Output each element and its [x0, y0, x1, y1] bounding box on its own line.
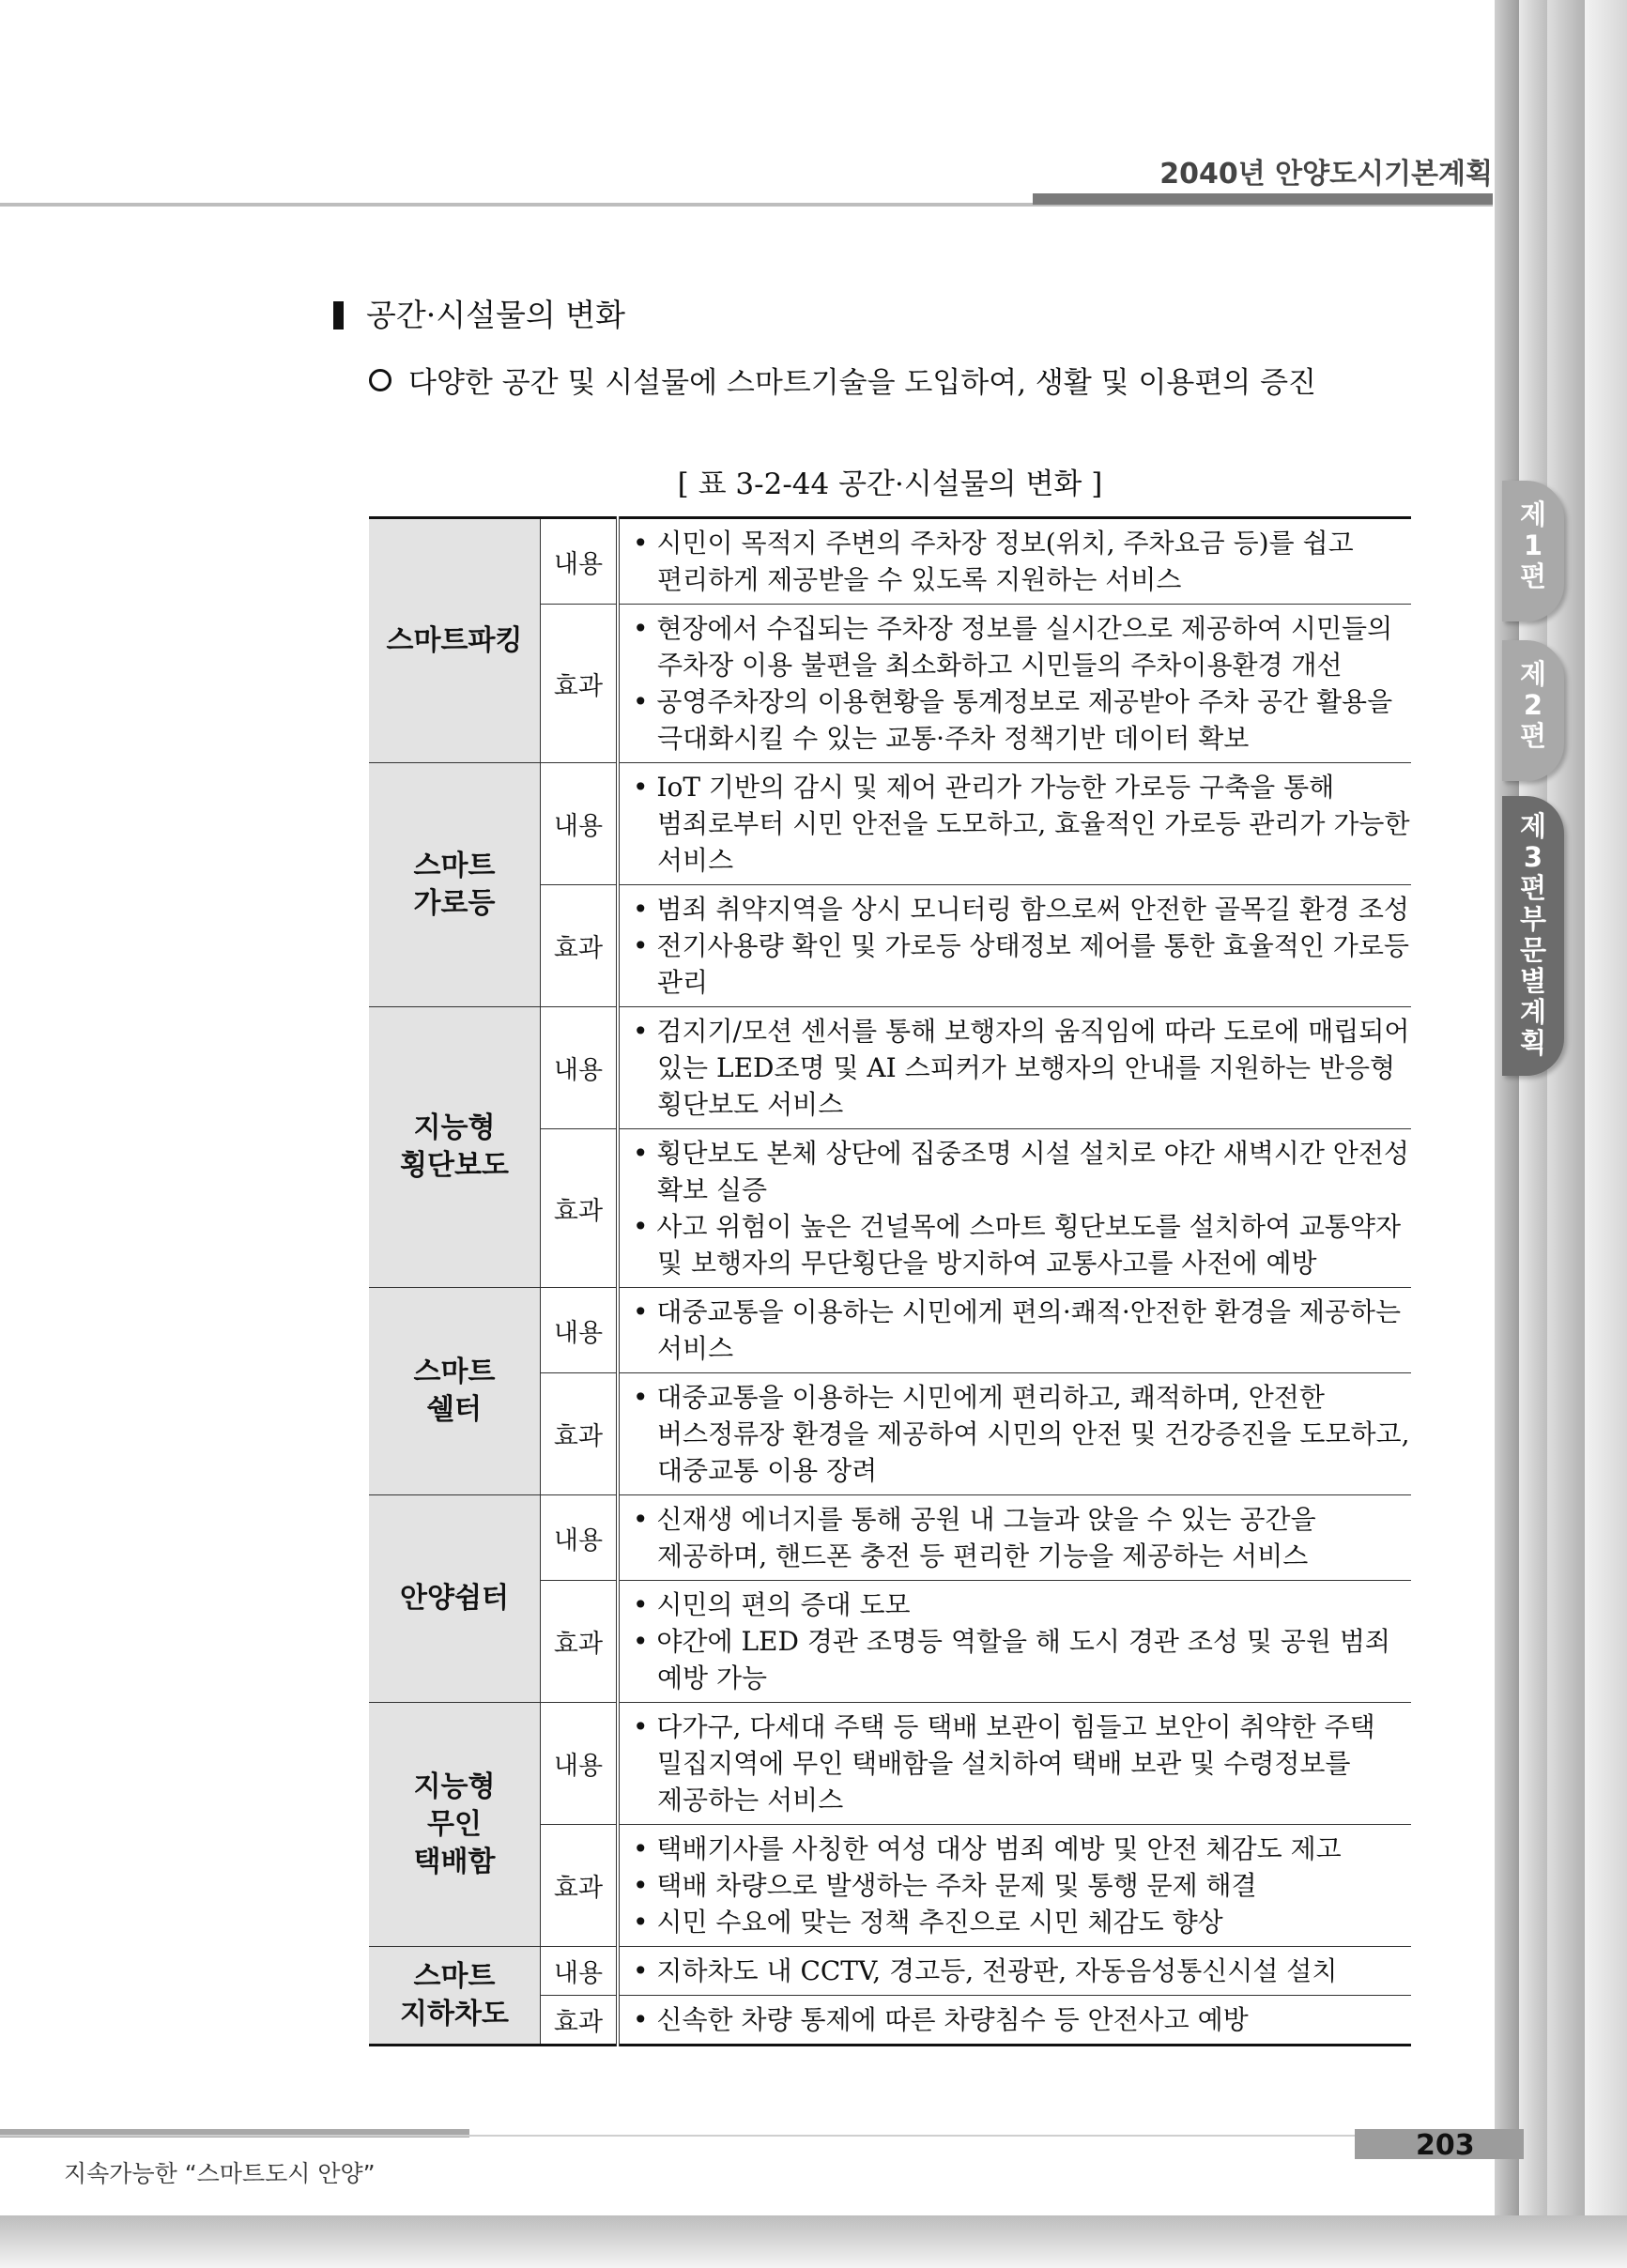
page-edge [1519, 0, 1547, 2253]
effect-line: 관리 [657, 967, 709, 998]
footer-text: 지속가능한 “스마트도시 안양” [64, 2160, 376, 2187]
kind-content-label: 내용 [541, 763, 619, 885]
tab-label-char: 계 [1519, 996, 1546, 1028]
kind-content-label: 내용 [541, 1288, 619, 1373]
content-line: 제공하며, 핸드폰 충전 등 편리한 기능을 제공하는 서비스 [657, 1540, 1309, 1571]
section-title [333, 291, 625, 335]
category-line: 지하차도 [400, 1997, 509, 2030]
effect-line: • 횡단보도 본체 상단에 집중조명 시설 설치로 야간 새벽시간 안전성 [633, 1138, 1409, 1169]
tab-label-char: 편 [1519, 720, 1546, 752]
table-row [369, 1495, 1411, 1581]
content-line: 서비스 [657, 845, 734, 876]
effect-line: • 범죄 취약지역을 상시 모니터링 함으로써 안전한 골목길 환경 조성 [633, 894, 1409, 925]
kind-effect-label: 효과 [541, 1825, 619, 1947]
content-line: • 다가구, 다세대 주택 등 택배 보관이 힘들고 보안이 취약한 주택 [633, 1711, 1375, 1742]
footer-rule [0, 2135, 1493, 2137]
content-line: • 검지기/모션 센서를 통해 보행자의 움직임에 따라 도로에 매립되어 [633, 1016, 1410, 1047]
section-title-text: 공간·시설물의 변화 [366, 297, 626, 333]
category-line: 지능형 [413, 1111, 496, 1144]
content-cell [618, 1947, 1411, 1996]
row-category [369, 1007, 541, 1288]
page-edge [1585, 0, 1627, 2253]
tab-label-char: 제 [1519, 498, 1546, 530]
effect-line: 극대화시킬 수 있는 교통·주차 정책기반 데이터 확보 [657, 723, 1250, 754]
category-line: 스마트 [413, 1959, 496, 1993]
effect-cell [618, 1129, 1411, 1288]
content-cell [618, 1007, 1411, 1129]
effect-line: 버스정류장 환경을 제공하여 시민의 안전 및 건강증진을 도모하고, [657, 1418, 1410, 1449]
table-row [369, 518, 1411, 605]
kind-effect-label: 효과 [541, 1373, 619, 1495]
content-line: • 대중교통을 이용하는 시민에게 편의·쾌적·안전한 환경을 제공하는 [633, 1296, 1402, 1327]
tab-label-char: 문 [1519, 934, 1546, 966]
row-category [369, 1495, 541, 1703]
kind-content-label: 내용 [541, 1947, 619, 1996]
row-category [369, 518, 541, 763]
kind-content-label: 내용 [541, 1495, 619, 1581]
content-line: 있는 LED조명 및 AI 스피커가 보행자의 안내를 지원하는 반응형 [657, 1052, 1396, 1083]
tab-label-char: 2 [1523, 689, 1543, 721]
tab-label-char: 편 [1519, 872, 1546, 904]
kind-effect-label: 효과 [541, 1129, 619, 1288]
tab-part-1[interactable] [1502, 481, 1564, 621]
content-line: 서비스 [657, 1333, 734, 1364]
tab-label-char: 제 [1519, 810, 1546, 842]
content-cell [618, 763, 1411, 885]
bullet-text: 다양한 공간 및 시설물에 스마트기술을 도입하여, 생활 및 이용편의 증진 [408, 366, 1316, 400]
kind-effect-label: 효과 [541, 1996, 619, 2046]
category-line: 스마트 [413, 849, 496, 882]
effect-line: • 택배기사를 사칭한 여성 대상 범죄 예방 및 안전 체감도 제고 [633, 1833, 1342, 1864]
content-line: 밀집지역에 무인 택배함을 설치하여 택배 보관 및 수령정보를 [657, 1748, 1351, 1779]
kind-content-label: 내용 [541, 518, 619, 605]
content-cell [618, 518, 1411, 605]
effect-cell [618, 1825, 1411, 1947]
effect-line: • 현장에서 수집되는 주차장 정보를 실시간으로 제공하여 시민들의 [633, 613, 1393, 644]
row-category [369, 1288, 541, 1495]
tab-label-char: 3 [1523, 841, 1543, 873]
kind-content-label: 내용 [541, 1007, 619, 1129]
content-cell [618, 1703, 1411, 1825]
effect-line: • 대중교통을 이용하는 시민에게 편리하고, 쾌적하며, 안전한 [633, 1382, 1325, 1413]
tab-label-char: 편 [1519, 560, 1546, 592]
effect-line: 주차장 이용 불편을 최소화하고 시민들의 주차이용환경 개선 [657, 650, 1343, 681]
effect-cell [618, 885, 1411, 1007]
tab-part-2[interactable] [1502, 640, 1564, 781]
effect-line: • 신속한 차량 통제에 따른 차량침수 등 안전사고 예방 [633, 2004, 1249, 2035]
table-row [369, 1703, 1411, 1825]
content-line: 횡단보도 서비스 [657, 1089, 844, 1120]
effect-cell [618, 605, 1411, 763]
page-edge [1495, 0, 1519, 2253]
table-row [369, 1947, 1411, 1996]
kind-effect-label: 효과 [541, 605, 619, 763]
table-caption: [ 표 3-2-44 공간·시설물의 변화 ] [677, 467, 1103, 501]
effect-cell [618, 1996, 1411, 2046]
content-line: • IoT 기반의 감시 및 제어 관리가 가능한 가로등 구축을 통해 [633, 772, 1335, 803]
table-row [369, 763, 1411, 885]
effect-line: 대중교통 이용 장려 [657, 1455, 878, 1486]
tab-label-char: 별 [1519, 965, 1546, 997]
category-line: 안양쉼터 [400, 1582, 509, 1615]
table-row [369, 1288, 1411, 1373]
tab-label-char: 1 [1523, 529, 1543, 561]
running-header: 2040년 안양도시기본계획 [1159, 158, 1493, 191]
category-line: 지능형 [413, 1770, 496, 1803]
row-category [369, 1947, 541, 2046]
header-bar [1033, 193, 1493, 205]
row-category [369, 763, 541, 1007]
kind-effect-label: 효과 [541, 1581, 619, 1703]
page-edge [1547, 0, 1585, 2253]
effect-line: • 사고 위험이 높은 건널목에 스마트 횡단보도를 설치하여 교통약자 [633, 1211, 1402, 1242]
content-line: • 신재생 에너지를 통해 공원 내 그늘과 앉을 수 있는 공간을 [633, 1504, 1316, 1535]
effect-line: • 전기사용량 확인 및 가로등 상태정보 제어를 통한 효율적인 가로등 [633, 930, 1409, 961]
effect-line: • 공영주차장의 이용현황을 통계정보로 제공받아 주차 공간 활용을 [633, 686, 1393, 717]
effect-line: 및 보행자의 무단횡단을 방지하여 교통사고를 사전에 예방 [657, 1248, 1317, 1279]
tab-label-char: 부 [1519, 903, 1546, 935]
tab-part-3[interactable] [1502, 796, 1564, 1076]
content-line: 제공하는 서비스 [657, 1785, 844, 1816]
category-line: 쉘터 [427, 1393, 482, 1426]
kind-content-label: 내용 [541, 1703, 619, 1825]
effect-line: • 시민의 편의 증대 도모 [633, 1589, 911, 1620]
page-shadow [0, 2215, 1627, 2268]
category-line: 스마트 [413, 1356, 496, 1388]
effect-line: • 시민 수요에 맞는 정책 추진으로 시민 체감도 향상 [633, 1907, 1223, 1938]
content-line: • 시민이 목적지 주변의 주차장 정보(위치, 주차요금 등)를 쉽고 [633, 528, 1354, 559]
tab-label-char: 제 [1519, 658, 1546, 690]
effect-line: 확보 실증 [657, 1174, 768, 1205]
effect-line: 예방 가능 [657, 1663, 768, 1693]
kind-effect-label: 효과 [541, 885, 619, 1007]
circle-bullet-icon [369, 369, 391, 391]
content-cell [618, 1288, 1411, 1373]
category-line: 택배함 [413, 1845, 496, 1878]
section-bullet [369, 359, 1316, 401]
page-number: 203 [1416, 2129, 1475, 2162]
section-marker-icon [333, 301, 344, 329]
table-row [369, 1007, 1411, 1129]
tab-label-char: 획 [1519, 1027, 1546, 1059]
effect-line: • 택배 차량으로 발생하는 주차 문제 및 통행 문제 해결 [633, 1870, 1257, 1901]
content-line: • 지하차도 내 CCTV, 경고등, 전광판, 자동음성통신시설 설치 [633, 1955, 1338, 1986]
category-line: 스마트파킹 [386, 623, 523, 657]
facility-change-table [369, 516, 1411, 2046]
row-category [369, 1703, 541, 1947]
category-line: 횡단보도 [400, 1149, 509, 1182]
content-line: 편리하게 제공받을 수 있도록 지원하는 서비스 [657, 564, 1182, 595]
content-line: 범죄로부터 시민 안전을 도모하고, 효율적인 가로등 관리가 가능한 [657, 808, 1410, 839]
category-line: 무인 [427, 1807, 482, 1841]
effect-line: • 야간에 LED 경관 조명등 역할을 해 도시 경관 조성 및 공원 범죄 [633, 1626, 1390, 1657]
effect-cell [618, 1373, 1411, 1495]
category-line: 가로등 [413, 886, 496, 920]
effect-cell [618, 1581, 1411, 1703]
content-cell [618, 1495, 1411, 1581]
